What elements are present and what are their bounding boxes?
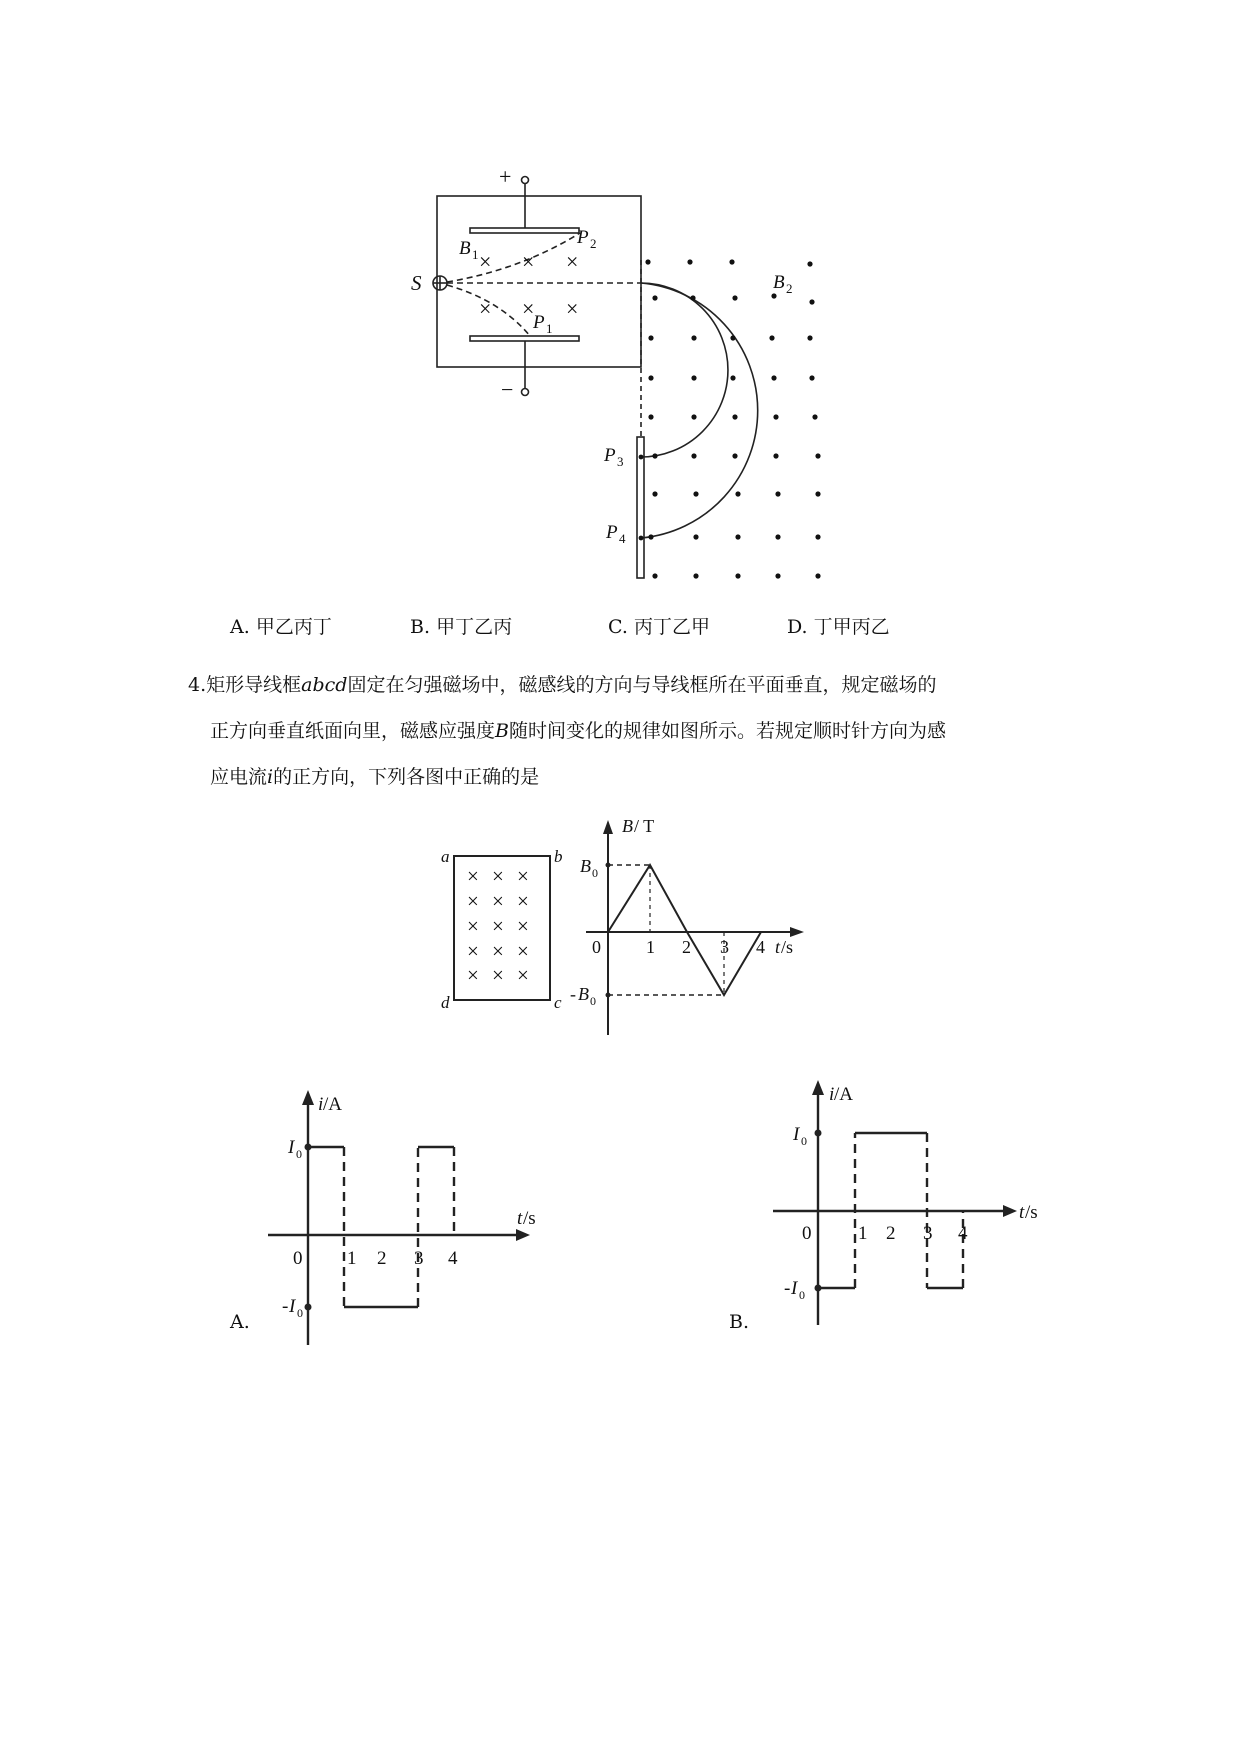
bt-tick-2: 2 (682, 937, 691, 957)
p3-subscript: 3 (617, 454, 624, 469)
upper-plate (470, 228, 579, 233)
graph-a-ylabel-unit: /A (323, 1094, 342, 1115)
graph-b-tick-2: 2 (886, 1223, 896, 1244)
lower-plate (470, 336, 579, 341)
question-4 (188, 662, 1068, 800)
graph-b-pos-label: I (793, 1124, 800, 1145)
cross-mark: × (566, 249, 579, 274)
cross-mark: × (522, 249, 535, 274)
bt-series-line (608, 865, 761, 995)
q4-line-3: 应电流i的正方向，下列各图中正确的是 (210, 766, 540, 788)
field-dots (639, 259, 821, 578)
bt-tick-1: 1 (646, 937, 655, 957)
cross-mark: × (479, 249, 492, 274)
graph-a-neg-subscript: 0 (297, 1306, 303, 1320)
corner-c-label: c (554, 993, 562, 1012)
graph-b-tick-4: 4 (958, 1223, 968, 1244)
graph-b-xlabel: t (1019, 1202, 1025, 1223)
bt-neg-prefix: - (570, 984, 576, 1004)
frame-and-bt-figure (420, 810, 840, 1040)
graph-a-pos-subscript: 0 (296, 1147, 302, 1161)
option-b[interactable]: B. 甲丁乙丙 (410, 616, 513, 638)
bt-xlabel: t (775, 937, 781, 957)
graph-a-tick-4: 4 (448, 1248, 458, 1269)
bt-neg-subscript: 0 (590, 994, 596, 1008)
p2-label: P (577, 227, 589, 248)
plus-terminal-label: + (499, 164, 512, 189)
graph-b-pos-subscript: 0 (801, 1134, 807, 1148)
option-c[interactable]: C. 丙丁乙甲 (608, 616, 710, 638)
bt-neg-label: B (578, 984, 589, 1004)
cross-mark: × (467, 914, 479, 938)
graph-a[interactable] (220, 1080, 550, 1350)
bt-pos-label: B (580, 856, 591, 876)
graph-b-ylabel: i (829, 1084, 835, 1105)
p1-label: P (533, 312, 545, 333)
graph-a-tick-3: 3 (414, 1248, 424, 1269)
graph-b-ylabel-unit: /A (834, 1084, 853, 1105)
trajectory-outer (641, 283, 758, 538)
minus-terminal-label: − (501, 377, 514, 402)
cross-mark: × (467, 889, 479, 913)
graph-b-origin: 0 (802, 1223, 812, 1244)
option-a[interactable]: A. 甲乙丙丁 (230, 616, 332, 638)
cross-mark: × (517, 864, 529, 888)
p2-subscript: 2 (590, 236, 597, 251)
trajectory-inner (641, 283, 728, 457)
b2-label: B (773, 272, 785, 293)
p1-subscript: 1 (546, 321, 553, 336)
graph-a-tick-2: 2 (377, 1248, 387, 1269)
p4-subscript: 4 (619, 531, 626, 546)
bt-origin: 0 (592, 937, 601, 957)
cross-mark: × (467, 864, 479, 888)
graph-b-xlabel-unit: /s (1025, 1202, 1038, 1223)
graph-a-series (308, 1147, 454, 1307)
graph-a-xlabel: t (517, 1208, 523, 1229)
p4-label: P (606, 522, 618, 543)
cross-mark: × (467, 939, 479, 963)
cross-mark: × (492, 939, 504, 963)
graph-a-tick-1: 1 (347, 1248, 357, 1269)
choice-a-label[interactable]: A. (230, 1311, 250, 1333)
graph-b-tick-3: 3 (923, 1223, 933, 1244)
graph-b-neg-label: I (791, 1278, 798, 1299)
corner-d-label: d (441, 993, 450, 1012)
cross-mark: × (467, 963, 479, 987)
bt-tick-3: 3 (720, 937, 729, 957)
p3-label: P (604, 445, 616, 466)
cross-mark: × (492, 963, 504, 987)
b2-subscript: 2 (786, 281, 793, 296)
graph-b-tick-1: 1 (858, 1223, 868, 1244)
b1-label: B (459, 238, 471, 259)
option-d[interactable]: D. 丁甲丙乙 (787, 616, 890, 638)
graph-a-neg-label: I (289, 1296, 296, 1317)
graph-a-ylabel: i (318, 1094, 324, 1115)
bt-ylabel: B (622, 816, 633, 836)
mass-spectrometer-figure (0, 0, 1241, 600)
q4-line-2: 正方向垂直纸面向里，磁感应强度B随时间变化的规律如图所示。若规定顺时针方向为感 (210, 720, 946, 742)
cross-mark: × (517, 889, 529, 913)
q4-line-1: 4.矩形导线框abcd固定在匀强磁场中，磁感线的方向与导线框所在平面垂直，规定磁场的 (188, 674, 937, 696)
graph-b-neg-subscript: 0 (799, 1288, 805, 1302)
graph-a-xlabel-unit: /s (523, 1208, 536, 1229)
graph-b-axes (773, 1080, 1017, 1325)
graph-a-pos-label: I (288, 1137, 295, 1158)
graph-b[interactable] (735, 1070, 1065, 1340)
graph-b-neg-prefix: - (784, 1278, 791, 1299)
source-label: S (411, 271, 422, 295)
bt-tick-4: 4 (756, 937, 765, 957)
bt-xlabel-unit: /s (781, 937, 794, 957)
bt-axes (586, 820, 804, 1035)
graph-a-neg-prefix: - (282, 1296, 289, 1317)
corner-b-label: b (554, 847, 563, 866)
cross-mark: × (522, 296, 535, 321)
cross-mark: × (492, 889, 504, 913)
corner-a-label: a (441, 847, 450, 866)
cross-mark: × (479, 296, 492, 321)
cross-mark: × (517, 914, 529, 938)
cross-mark: × (517, 939, 529, 963)
bt-pos-subscript: 0 (592, 866, 598, 880)
b1-subscript: 1 (472, 247, 479, 262)
graph-a-origin: 0 (293, 1248, 303, 1269)
bt-ylabel-unit: / T (634, 816, 655, 836)
cross-mark: × (566, 296, 579, 321)
question-number: 4. (188, 674, 207, 696)
cross-mark: × (492, 864, 504, 888)
cross-mark: × (492, 914, 504, 938)
cross-mark: × (517, 963, 529, 987)
choice-b-label[interactable]: B. (729, 1311, 750, 1333)
